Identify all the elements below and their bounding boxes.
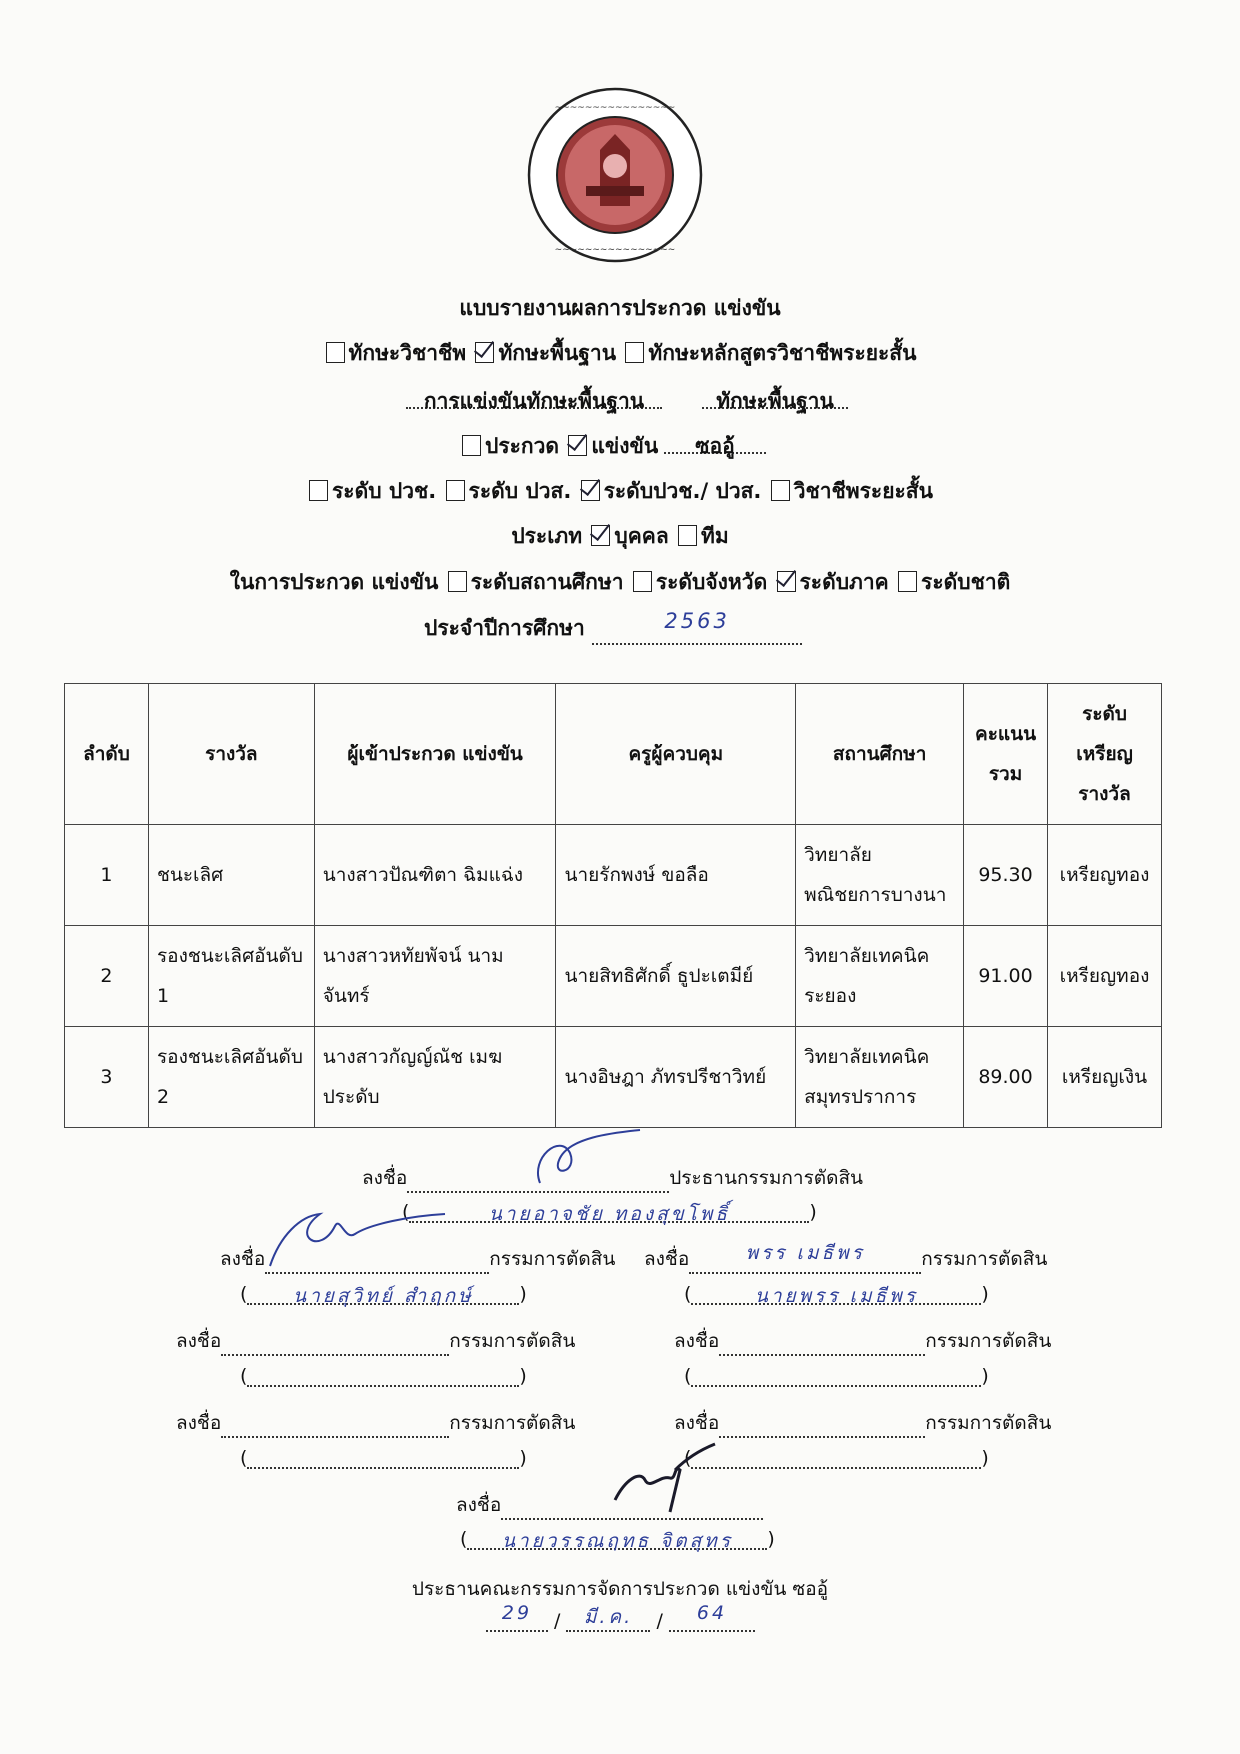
judge-role: กรรมการตัดสิน (489, 1248, 616, 1270)
contest-kind-label: ประกวด (485, 434, 560, 458)
scope-checkbox[interactable] (898, 571, 917, 592)
sign-label: ลงชื่อ (644, 1248, 690, 1270)
column-header: ครูผู้ควบคุม (556, 684, 796, 825)
judge2-name: นายพรร เมธีพร (754, 1285, 918, 1307)
medal-cell: เหรียญทอง (1048, 825, 1162, 926)
chair-name: นายอาจชัย ทองสุขโพธิ์ (488, 1203, 731, 1225)
scope-label: ในการประกวด แข่งขัน (229, 570, 439, 594)
sign-label: ลงชื่อ (362, 1167, 408, 1189)
year-value: 2563 (664, 609, 730, 633)
date-year: 64 (696, 1602, 728, 1624)
contestant-cell: นางสาวกัญญ์ณัช เมฆประดับ (314, 1027, 556, 1128)
sign-label: ลงชื่อ (176, 1330, 222, 1352)
level-label: ระดับปวช./ ปวส. (603, 479, 762, 503)
scope-checkbox[interactable] (777, 571, 796, 592)
date-month: มี.ค. (583, 1606, 634, 1628)
judge3-signature-line (176, 1326, 575, 1356)
contest-kind-checkbox[interactable] (462, 435, 481, 456)
scope-checkbox[interactable] (448, 571, 467, 592)
column-header: สถานศึกษา (796, 684, 964, 825)
judge6-signature-line (674, 1408, 1051, 1438)
competition-category: ทักษะพื้นฐาน (702, 385, 848, 409)
competition-name: การแข่งขันทักษะพื้นฐาน (406, 385, 662, 409)
contestant-cell: นางสาวหทัยพัจน์ นามจันทร์ (314, 926, 556, 1027)
skill-type-label: ทักษะพื้นฐาน (498, 341, 617, 365)
skill-type-label: ทักษะวิชาชีพ (348, 341, 467, 365)
form-title: แบบรายงานผลการประกวด แข่งขัน (459, 296, 781, 320)
column-header: ลำดับ (65, 684, 149, 825)
results-table (64, 683, 1162, 1128)
sign-label: ลงชื่อ (674, 1412, 720, 1434)
level-row (0, 475, 1240, 508)
level-label: วิชาชีพระยะสั้น (793, 479, 933, 503)
contestant-cell: นางสาวปัณฑิตา ฉิมแฉ่ง (314, 825, 556, 926)
skill-vocational-checkbox[interactable] (326, 342, 345, 363)
type-checkbox[interactable] (591, 525, 610, 546)
score-cell: 95.30 (964, 825, 1048, 926)
skill-short-course-checkbox[interactable] (625, 342, 644, 363)
table-row (65, 825, 1162, 926)
teacher-cell: นางอิษฎา ภัทรปรีชาวิทย์ (556, 1027, 796, 1128)
judge1-signature (260, 1196, 450, 1276)
level-checkbox[interactable] (581, 480, 600, 501)
skill-type-label: ทักษะหลักสูตรวิชาชีพระยะสั้น (648, 341, 917, 365)
judge4-signature-line (674, 1326, 1051, 1356)
contest-kind-row (460, 430, 658, 463)
award-cell: รองชนะเลิศอันดับ 1 (148, 926, 314, 1027)
year-label: ประจำปีการศึกษา (424, 616, 585, 640)
scope-option-label: ระดับจังหวัด (655, 570, 768, 594)
table-row (65, 1027, 1162, 1128)
svg-text:~~~~~~~~~~~~~~~~: ~~~~~~~~~~~~~~~~ (554, 245, 676, 255)
rank-cell: 2 (65, 926, 149, 1027)
organizer-name: นายวรรณฤทธ จิตสุทร (501, 1530, 733, 1552)
sign-label: ลงชื่อ (456, 1494, 502, 1516)
skill-basic-checkbox[interactable] (475, 342, 494, 363)
level-label: ระดับ ปวช. (332, 479, 437, 503)
type-row (0, 520, 1240, 553)
scope-row (0, 566, 1240, 599)
award-cell: ชนะเลิศ (148, 825, 314, 926)
level-checkbox[interactable] (771, 480, 790, 501)
type-option-label: บุคคล (614, 524, 669, 548)
judge5-signature-line (176, 1408, 575, 1438)
column-header: รางวัล (148, 684, 314, 825)
judge1-name: นายสุวิทย์ สำฤกษ์ (293, 1285, 474, 1307)
teacher-cell: นายรักพงษ์ ขอลือ (556, 825, 796, 926)
judge-role: กรรมการตัดสิน (925, 1412, 1052, 1434)
organizer-signature (600, 1440, 720, 1520)
date-day: 29 (501, 1602, 533, 1624)
score-cell: 89.00 (964, 1027, 1048, 1128)
judge-role: กรรมการตัดสิน (449, 1330, 576, 1352)
table-row (65, 926, 1162, 1027)
school-cell: วิทยาลัยพณิชยการบางนา (796, 825, 964, 926)
year-row (424, 609, 802, 645)
judge-role: กรรมการตัดสิน (449, 1412, 576, 1434)
judge2-signature-line (644, 1244, 1047, 1274)
teacher-cell: นายสิทธิศักดิ์ ธูปะเตมีย์ (556, 926, 796, 1027)
scope-option-label: ระดับสถานศึกษา (470, 570, 624, 594)
judge2-signature: พรร เมธีพร (745, 1242, 865, 1264)
svg-text:~~~~~~~~~~~~~~~~: ~~~~~~~~~~~~~~~~ (554, 103, 676, 113)
contest-kind-checkbox[interactable] (568, 435, 587, 456)
sign-label: ลงชื่อ (220, 1248, 266, 1270)
type-label: ประเภท (511, 524, 583, 548)
level-checkbox[interactable] (446, 480, 465, 501)
scope-option-label: ระดับภาค (799, 570, 889, 594)
rank-cell: 3 (65, 1027, 149, 1128)
level-label: ระดับ ปวส. (468, 479, 572, 503)
chair-signature (520, 1128, 650, 1198)
competition-item: ซออู้ (664, 430, 766, 454)
chair-role: ประธานกรรมการตัดสิน (669, 1167, 864, 1189)
table-header-row (65, 684, 1162, 825)
award-cell: รองชนะเลิศอันดับ 2 (148, 1027, 314, 1128)
rank-cell: 1 (65, 825, 149, 926)
level-checkbox[interactable] (309, 480, 328, 501)
type-checkbox[interactable] (678, 525, 697, 546)
medal-cell: เหรียญเงิน (1048, 1027, 1162, 1128)
judge-role: กรรมการตัดสิน (925, 1330, 1052, 1352)
judge-role: กรรมการตัดสิน (921, 1248, 1048, 1270)
scope-option-label: ระดับชาติ (921, 570, 1011, 594)
school-cell: วิทยาลัยเทคนิคระยอง (796, 926, 964, 1027)
signing-date: 29 / มี.ค. / 64 (486, 1610, 755, 1632)
organizer-role: ประธานคณะกรรมการจัดการประกวด แข่งขัน ซออู้ (411, 1578, 829, 1600)
skill-type-row (0, 337, 1240, 370)
sign-label: ลงชื่อ (674, 1330, 720, 1352)
type-option-label: ทีม (701, 524, 729, 548)
contest-kind-label: แข่งขัน (591, 434, 659, 458)
sign-label: ลงชื่อ (176, 1412, 222, 1434)
column-header: ผู้เข้าประกวด แข่งขัน (314, 684, 556, 825)
scope-checkbox[interactable] (633, 571, 652, 592)
score-cell: 91.00 (964, 926, 1048, 1027)
column-header: คะแนน รวม (964, 684, 1048, 825)
column-header: ระดับ เหรียญ รางวัล (1048, 684, 1162, 825)
school-cell: วิทยาลัยเทคนิคสมุทรปราการ (796, 1027, 964, 1128)
vocational-education-commission-seal (526, 86, 704, 264)
medal-cell: เหรียญทอง (1048, 926, 1162, 1027)
